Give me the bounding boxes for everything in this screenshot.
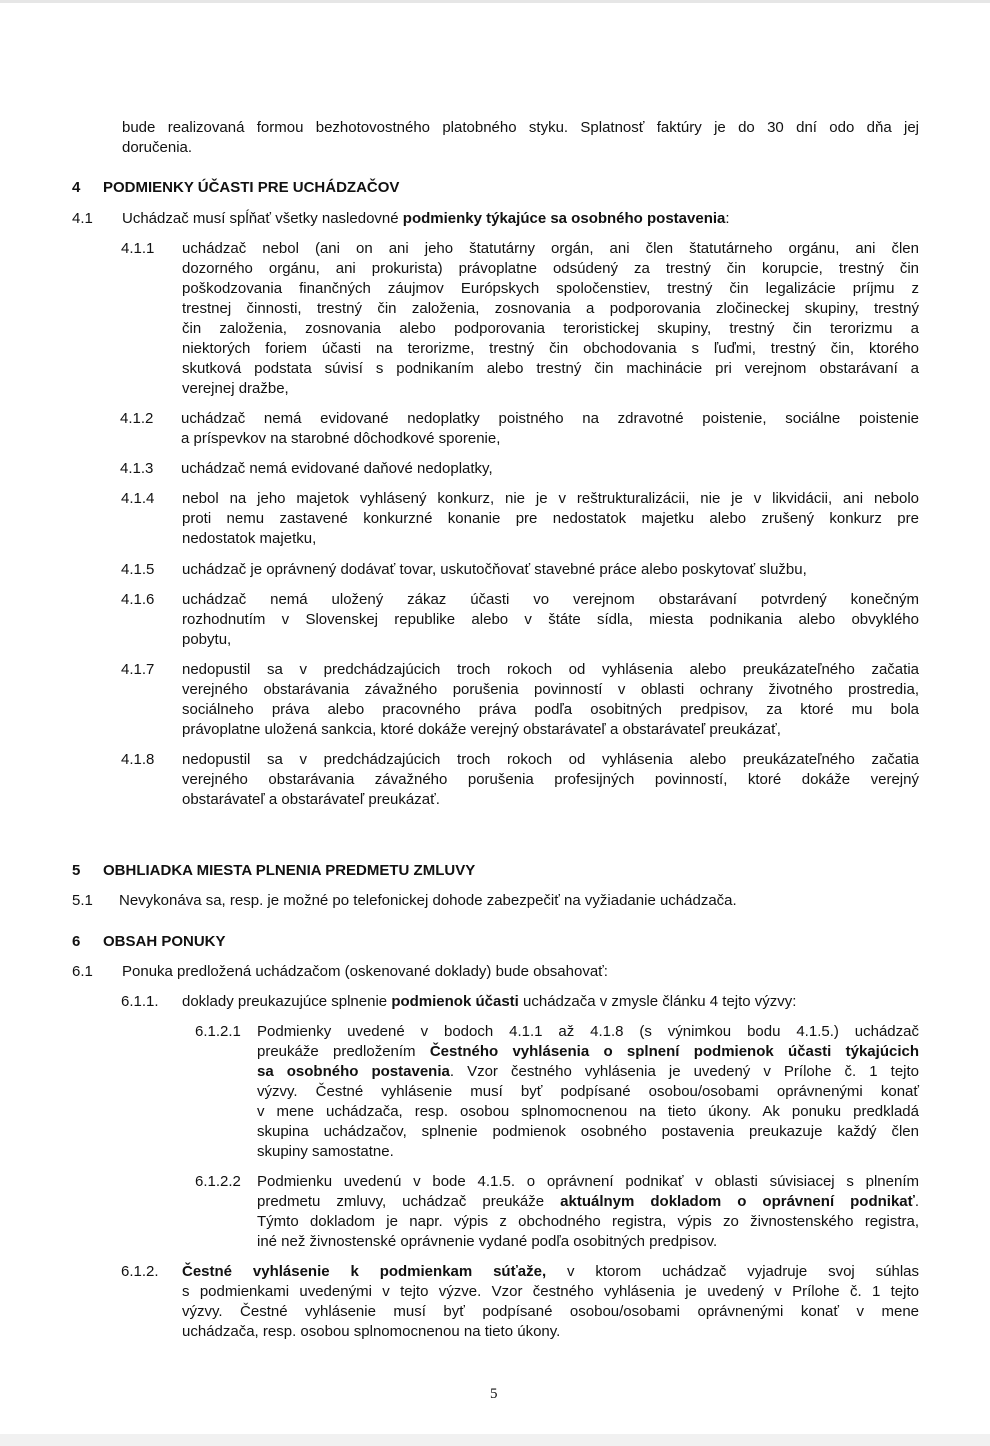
text-line: dozorného orgánu, ani prokurista) právoplatne odsúdený za trestný čin korupcie, trestný čin: [182, 260, 919, 277]
item-6-1-1-number: 6.1.1.: [121, 993, 159, 1010]
item-text: uchádzača v zmysle článku 4 tejto výzvy:: [518, 993, 797, 1010]
text-line: nedopustil sa v predchádzajúcich troch rokoch od vyhlásenia alebo preukázateľného začatia: [182, 751, 919, 768]
text-line: poškodzovania finančných záujmov Európskych spoločenstiev, trestný čin legalizácie príjmu z: [182, 280, 919, 297]
section-4-number: 4: [72, 179, 81, 196]
text-line: nedostatok majetku,: [182, 530, 317, 547]
text-line: Podmienky uvedené v bodoch 4.1.1 až 4.1.8 (s výnimkou bodu 4.1.5.) uchádzač: [257, 1023, 919, 1040]
item-6-1-2-2-number: 6.1.2.2: [195, 1173, 241, 1190]
clause-text: Uchádzač musí spĺňať všetky nasledovné: [122, 210, 403, 227]
bold-run: aktuálnym dokladom o oprávnení podnikať: [560, 1193, 915, 1210]
clause-4-1-text: [122, 209, 919, 229]
section-6-title: OBSAH PONUKY: [103, 933, 226, 950]
text-line: Nevykonáva sa, resp. je možné po telefonickej dohode zabezpečiť na vyžiadanie uchádzača.: [119, 892, 737, 909]
bold-run: Čestného vyhlásenia o splnení podmienok účasti týkajúcich: [429, 1043, 919, 1060]
text-line: s podmienkami uvedenými v tejto výzve. Vzor čestného vyhlásenia je uvedený v Prílohe č. 1 tejto: [182, 1283, 919, 1300]
section-5-number: 5: [72, 862, 81, 879]
text-line: iné než živnostenské oprávnenie vydané podľa osobitných predpisov.: [257, 1233, 718, 1250]
text-line: uchádzač nemá evidované nedoplatky poistného na zdravotné poistenie, sociálne poistenie: [181, 410, 919, 427]
item-4-1-6-number: 4.1.6: [121, 591, 155, 608]
text-line: a príspevkov na starobné dôchodkové sporenie,: [181, 430, 501, 447]
page-number: 5: [490, 1386, 498, 1402]
text-line: pobytu,: [182, 631, 232, 648]
text-run: .: [914, 1193, 919, 1210]
text-line: [182, 1262, 919, 1282]
text-line: skutková podstata súvisí s podnikaním alebo trestný čin machinácie pri verejnom obstarávaní a: [182, 360, 919, 377]
item-4-1-8-number: 4.1.8: [121, 751, 155, 768]
text-line: sociálneho práva alebo pracovného práva podľa osobitných predpisov, za ktoré mu bola: [182, 701, 919, 718]
text-line: uchádzač je oprávnený dodávať tovar, uskutočňovať stavebné práce alebo poskytovať službu,: [182, 561, 807, 578]
item-4-1-3-text: [181, 459, 919, 479]
text-run: v ktorom uchádzač vyjadruje svoj súhlas: [546, 1263, 920, 1280]
item-6-1-2-1-number: 6.1.2.1: [195, 1023, 241, 1040]
text-run: predmetu zmluvy, uchádzač preukáže: [257, 1193, 561, 1210]
text-line: výzvy. Čestné vyhlásenie musí byť podpísané osobou/osobami oprávnenými konať: [257, 1083, 919, 1100]
bold-run: sa osobného postavenia: [257, 1063, 450, 1080]
text-line: obstarávateľ a obstarávateľ preukázať.: [182, 791, 440, 808]
clause-6-1-number: 6.1: [72, 963, 93, 980]
text-line: právoplatne uložená sankcia, ktoré dokáže verejný obstarávateľ a obstarávateľ preukázať,: [182, 721, 781, 738]
item-4-1-7-number: 4.1.7: [121, 661, 155, 678]
section-6-number: 6: [72, 933, 81, 950]
text-line: trestnej činnosti, trestný čin založenia, zosnovania a podporovania zločineckej skupiny, trestný: [182, 300, 919, 317]
item-6-1-1-text: [182, 992, 919, 1012]
text-line: [257, 1042, 919, 1062]
text-line: čin založenia, zosnovania alebo podporovania teroristickej skupiny, trestný čin terorizmu a: [182, 320, 919, 337]
item-4-1-8-text: [182, 750, 919, 810]
clause-5-1-number: 5.1: [72, 892, 93, 909]
bottom-edge: [0, 1434, 990, 1446]
item-6-1-2-text: [182, 1262, 919, 1342]
intro-paragraph: [122, 118, 919, 158]
text-line: Ponuka predložená uchádzačom (oskenované doklady) bude obsahovať:: [122, 963, 608, 980]
text-line: v mene uchádzača, resp. osobou splnomocnenou na tieto úkony. Ak ponuku predkladá: [257, 1103, 919, 1120]
text-run: preukáže predložením: [257, 1043, 430, 1060]
item-4-1-4-text: [182, 489, 919, 549]
section-5-title: OBHLIADKA MIESTA PLNENIA PREDMETU ZMLUVY: [103, 862, 476, 879]
text-line: [257, 1062, 919, 1082]
text-line: nebol na jeho majetok vyhlásený konkurz, nie je v reštrukturalizácii, nie je v likvidácii, ani nebolo: [182, 490, 919, 507]
text-line: Podmienku uvedenú v bode 4.1.5. o oprávnení podnikať v oblasti súvisiacej s plnením: [257, 1173, 919, 1190]
item-4-1-6-text: [182, 590, 919, 650]
item-text: doklady preukazujúce splnenie: [182, 993, 392, 1010]
item-bold-text: podmienok účasti: [391, 993, 519, 1010]
bold-run: Čestné vyhlásenie k podmienkam súťaže,: [182, 1263, 547, 1280]
item-4-1-1-text: [182, 239, 919, 399]
clause-bold-text: podmienky týkajúce sa osobného postavenia: [402, 210, 726, 227]
item-6-1-2-1-text: [257, 1022, 919, 1162]
item-4-1-1-number: 4.1.1: [121, 240, 155, 257]
text-line: uchádzač nemá uložený zákaz účasti vo verejnom obstarávaní potvrdený konečným: [182, 591, 919, 608]
text-line: uchádzača, resp. osobou splnomocnenou na tieto úkony.: [182, 1323, 561, 1340]
item-6-1-2-2-text: [257, 1172, 919, 1252]
text-line: uchádzač nemá evidované daňové nedoplatky,: [181, 460, 493, 477]
text-line: niektorých foriem účasti na terorizme, trestný čin obchodovania s ľuďmi, trestný čin, ktorého: [182, 340, 919, 357]
text-line: uchádzač nebol (ani on ani jeho štatutárny orgán, ani člen štatutárneho orgánu, ani člen: [182, 240, 919, 257]
text-line: Týmto dokladom je napr. výpis z obchodného registra, výpis zo živnostenského registra,: [257, 1213, 919, 1230]
item-4-1-3-number: 4.1.3: [120, 460, 154, 477]
intro-line: bude realizovaná formou bezhotovostného platobného styku. Splatnosť faktúry je do 30 dní odo dňa jej: [122, 119, 919, 136]
text-line: verejného obstarávania závažného porušenia povinností v oblasti ochrany životného prostredia,: [182, 681, 919, 698]
item-4-1-7-text: [182, 660, 919, 740]
section-4-title: PODMIENKY ÚČASTI PRE UCHÁDZAČOV: [103, 179, 400, 196]
clause-text: :: [725, 210, 730, 227]
text-line: nedopustil sa v predchádzajúcich troch rokoch od vyhlásenia alebo preukázateľného začatia: [182, 661, 919, 678]
item-4-1-2-text: [181, 409, 919, 449]
text-run: . Vzor čestného vyhlásenia je uvedený v Prílohe č. 1 tejto: [449, 1063, 920, 1080]
text-line: skupina uchádzačov, splnenie podmienok osobného postavenia preukazuje každý člen: [257, 1123, 919, 1140]
item-4-1-2-number: 4.1.2: [120, 410, 154, 427]
text-line: rozhodnutím v Slovenskej republike alebo v štáte sídla, miesta podnikania alebo obvyklého: [182, 611, 919, 628]
item-4-1-4-number: 4.1.4: [121, 490, 155, 507]
clause-5-1-text: [119, 891, 919, 911]
item-4-1-5-text: [182, 560, 919, 580]
item-4-1-5-number: 4.1.5: [121, 561, 155, 578]
text-line: verejného obstarávania závažného porušenia profesijných povinností, ktoré dokáže verejný: [182, 771, 919, 788]
text-line: výzvy. Čestné vyhlásenie musí byť podpísané osobou/osobami oprávnenými konať v mene: [182, 1303, 919, 1320]
intro-line: doručenia.: [122, 139, 193, 156]
text-line: verejnej dražbe,: [182, 380, 289, 397]
clause-4-1-number: 4.1: [72, 210, 93, 227]
text-line: proti nemu zastavené konkurzné konanie pre nedostatok majetku alebo zrušený konkurz pre: [182, 510, 919, 527]
item-6-1-2-number: 6.1.2.: [121, 1263, 159, 1280]
text-line: [257, 1192, 919, 1212]
clause-6-1-text: [122, 962, 919, 982]
text-line: skupiny samostatne.: [257, 1143, 394, 1160]
